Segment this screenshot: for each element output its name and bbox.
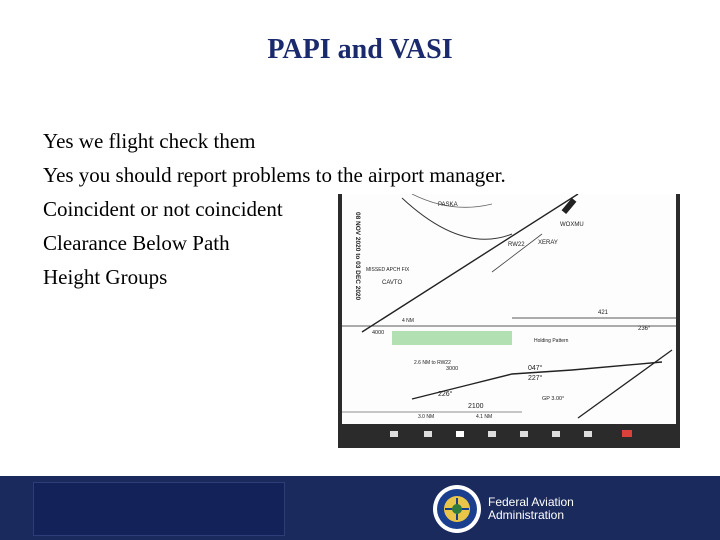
chart-toolbar: [338, 426, 680, 448]
bullet-item: Height Groups: [43, 265, 168, 289]
footer-bar: [0, 476, 720, 540]
chart-toolbar-icons: [338, 426, 680, 448]
glide-path-label: GP 3.00°: [542, 396, 565, 402]
faa-seal-icon: [432, 484, 482, 534]
fix-label: PASKA: [438, 202, 458, 208]
course-label: 227°: [528, 375, 543, 382]
bullet-item: Clearance Below Path: [43, 231, 230, 255]
course-label: 047°: [528, 365, 543, 372]
toolbar-icon[interactable]: [584, 431, 592, 437]
slide-title: PAPI and VASI: [267, 34, 453, 65]
fix-label: RW22: [508, 242, 525, 248]
toolbar-icon[interactable]: [488, 431, 496, 437]
agency-name-line1: Federal Aviation: [488, 495, 574, 509]
glide-path: [578, 350, 672, 418]
toolbar-icon[interactable]: [424, 431, 432, 437]
seal-hub: [452, 504, 462, 514]
holding-note: Holding Pattern: [534, 338, 569, 344]
distance-label: 4.1 NM: [476, 414, 493, 420]
fix-label: CAVTO: [382, 280, 403, 286]
toolbar-icon[interactable]: [520, 431, 528, 437]
toolbar-icon[interactable]: [552, 431, 560, 437]
chart-course-line: [492, 234, 542, 272]
chart-date-range: 08 NOV 2020 to 03 DEC 2020: [354, 212, 361, 301]
altitude-label: 2100: [468, 403, 484, 410]
distance-label: 3.0 NM: [418, 414, 435, 420]
chart-highlight: [392, 331, 512, 345]
approach-chart-drawing: [342, 194, 676, 424]
bullet-item: Yes we flight check them: [43, 129, 256, 153]
toolbar-icon[interactable]: [390, 431, 398, 437]
distance-label: 2.6 NM to RW22: [414, 360, 451, 366]
agency-name-line2: Administration: [488, 508, 565, 522]
chart-course-line: [362, 194, 578, 332]
altitude-label: 421: [598, 310, 609, 316]
altitude-label: 4000: [372, 330, 385, 336]
fix-label: XERAY: [538, 240, 558, 246]
bullet-item: Coincident or not coincident: [43, 197, 283, 221]
missed-approach-label: MISSED APCH FIX: [366, 267, 410, 273]
distance-label: 4 NM: [402, 318, 414, 324]
approach-chart-plan-view: [342, 194, 676, 424]
footer-placeholder-box: [33, 482, 285, 536]
approach-chart-image: [338, 194, 680, 448]
bullet-item: Yes you should report problems to the airport manager.: [43, 163, 506, 187]
fix-label: WOXMU: [560, 222, 584, 228]
toolbar-icon[interactable]: [456, 431, 464, 437]
toolbar-alert-icon[interactable]: [622, 430, 632, 437]
agency-name: [488, 496, 574, 522]
course-label: 236°: [638, 326, 651, 332]
altitude-label: 3000: [446, 366, 459, 372]
course-label: 226°: [438, 391, 453, 398]
